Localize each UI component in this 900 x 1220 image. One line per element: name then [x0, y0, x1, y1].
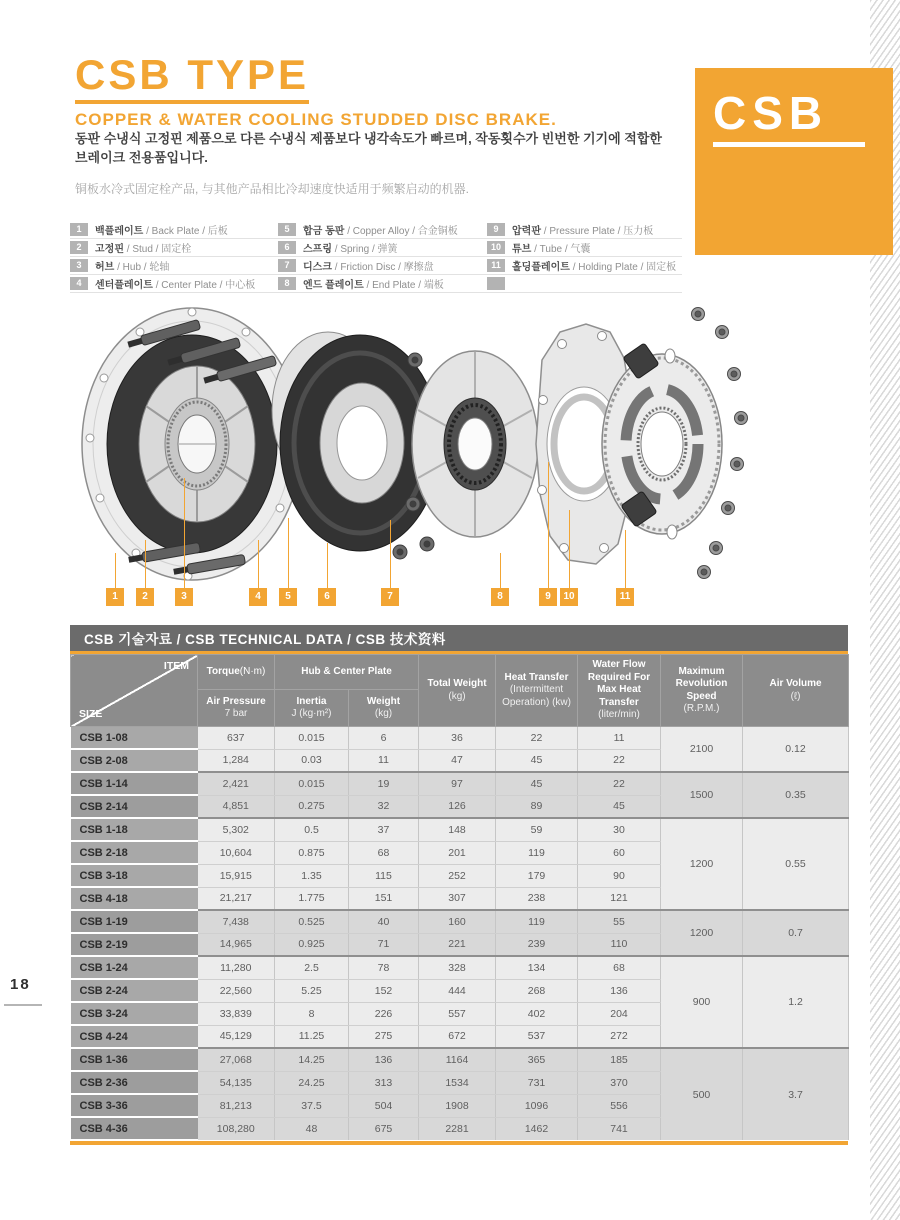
- heat-cell: 537: [496, 1025, 578, 1048]
- size-cell: CSB 2-24: [71, 979, 198, 1002]
- size-cell: CSB 1-14: [71, 772, 198, 795]
- total-weight-cell: 1534: [419, 1071, 496, 1094]
- legend-item-6: [278, 239, 487, 257]
- callout-line-3: [184, 478, 186, 588]
- page-number-underline: [4, 1004, 42, 1006]
- weight-cell: 6: [349, 727, 419, 750]
- description-chinese: 铜板水冷式固定栓产品, 与其他产品相比冷却速度快适用于频繁启动的机器.: [75, 182, 470, 196]
- col-header-max-revolution: Maximum Revolution Speed (R.P.M.): [661, 655, 743, 727]
- legend-label: 합금 동판 / Copper Alloy / 合金铜板: [303, 226, 458, 237]
- callout-number-5: 5: [279, 588, 297, 606]
- callout-line-5: [288, 518, 290, 588]
- legend-column-3: [487, 221, 682, 293]
- heat-cell: 731: [496, 1071, 578, 1094]
- inertia-cell: 0.525: [275, 910, 349, 933]
- legend-number-badge: 3: [70, 259, 88, 272]
- size-cell: CSB 4-36: [71, 1117, 198, 1140]
- size-cell: CSB 1-08: [71, 727, 198, 750]
- legend-label: 엔드 플레이트 / End Plate / 端板: [303, 280, 444, 291]
- water-cell: 45: [578, 795, 661, 818]
- water-cell: 22: [578, 749, 661, 772]
- water-cell: 272: [578, 1025, 661, 1048]
- legend-item-empty: [487, 275, 682, 293]
- torque-cell: 11,280: [198, 956, 275, 979]
- air-volume-cell: 0.7: [743, 910, 849, 956]
- callout-number-7: 7: [381, 588, 399, 606]
- torque-cell: 4,851: [198, 795, 275, 818]
- weight-cell: 19: [349, 772, 419, 795]
- size-cell: CSB 4-24: [71, 1025, 198, 1048]
- torque-cell: 45,129: [198, 1025, 275, 1048]
- legend-item-3: [70, 257, 278, 275]
- legend-number-badge: 7: [278, 259, 296, 272]
- legend-item-10: [487, 239, 682, 257]
- callout-number-9: 9: [539, 588, 557, 606]
- exploded-view-svg: [70, 298, 770, 590]
- air-volume-cell: 0.55: [743, 818, 849, 910]
- legend-number-badge: 11: [487, 259, 505, 272]
- callout-number-2: 2: [136, 588, 154, 606]
- table-row-csb-1-08: [71, 727, 849, 750]
- size-cell: CSB 2-14: [71, 795, 198, 818]
- heat-cell: 134: [496, 956, 578, 979]
- total-weight-cell: 36: [419, 727, 496, 750]
- weight-cell: 68: [349, 841, 419, 864]
- legend-item-4: [70, 275, 278, 293]
- heat-cell: 119: [496, 910, 578, 933]
- callout-number-10: 10: [560, 588, 578, 606]
- csb-badge-label: CSB: [713, 87, 829, 139]
- total-weight-cell: 307: [419, 887, 496, 910]
- heat-cell: 45: [496, 749, 578, 772]
- size-cell: CSB 2-08: [71, 749, 198, 772]
- weight-cell: 675: [349, 1117, 419, 1140]
- heat-cell: 238: [496, 887, 578, 910]
- legend-number-badge: 9: [487, 223, 505, 236]
- air-volume-cell: 0.35: [743, 772, 849, 818]
- torque-cell: 10,604: [198, 841, 275, 864]
- air-volume-cell: 0.12: [743, 727, 849, 773]
- total-weight-cell: 160: [419, 910, 496, 933]
- legend-item-8: [278, 275, 487, 293]
- friction-disc-part: [412, 351, 538, 537]
- size-cell: CSB 3-18: [71, 864, 198, 887]
- inertia-cell: 0.03: [275, 749, 349, 772]
- inertia-cell: 1.775: [275, 887, 349, 910]
- heat-cell: 365: [496, 1048, 578, 1071]
- legend-label: 고정핀 / Stud / 固定栓: [95, 244, 192, 255]
- inertia-cell: 14.25: [275, 1048, 349, 1071]
- size-cell: CSB 2-19: [71, 933, 198, 956]
- inertia-cell: 0.875: [275, 841, 349, 864]
- callout-line-10: [569, 510, 571, 588]
- size-cell: CSB 1-24: [71, 956, 198, 979]
- water-cell: 60: [578, 841, 661, 864]
- legend-number-badge: 5: [278, 223, 296, 236]
- weight-cell: 275: [349, 1025, 419, 1048]
- weight-cell: 152: [349, 979, 419, 1002]
- legend-number-badge: 8: [278, 277, 296, 290]
- col-header-water-flow: Water Flow Required For Max Heat Transfer (liter/min): [578, 655, 661, 727]
- air-volume-cell: 3.7: [743, 1048, 849, 1140]
- callout-number-8: 8: [491, 588, 509, 606]
- table-title-bar: CSB 기술자료 / CSB TECHNICAL DATA / CSB 技术资料: [70, 625, 848, 654]
- inertia-cell: 1.35: [275, 864, 349, 887]
- torque-cell: 5,302: [198, 818, 275, 841]
- weight-cell: 504: [349, 1094, 419, 1117]
- legend-item-11: [487, 257, 682, 275]
- callout-line-2: [145, 540, 147, 588]
- torque-cell: 15,915: [198, 864, 275, 887]
- torque-cell: 1,284: [198, 749, 275, 772]
- water-cell: 22: [578, 772, 661, 795]
- total-weight-cell: 1164: [419, 1048, 496, 1071]
- callout-line-8: [500, 553, 502, 588]
- corner-size-item-cell: [71, 655, 198, 727]
- total-weight-cell: 328: [419, 956, 496, 979]
- legend-number-badge: 10: [487, 241, 505, 254]
- size-cell: CSB 2-36: [71, 1071, 198, 1094]
- size-cell: CSB 4-18: [71, 887, 198, 910]
- torque-cell: 81,213: [198, 1094, 275, 1117]
- water-cell: 741: [578, 1117, 661, 1140]
- size-cell: CSB 3-24: [71, 1002, 198, 1025]
- water-cell: 136: [578, 979, 661, 1002]
- inertia-cell: 11.25: [275, 1025, 349, 1048]
- size-cell: CSB 2-18: [71, 841, 198, 864]
- legend-item-5: [278, 221, 487, 239]
- technical-data-section: [70, 625, 848, 1145]
- corner-size-label: SIZE: [79, 707, 103, 720]
- water-cell: 90: [578, 864, 661, 887]
- heat-cell: 59: [496, 818, 578, 841]
- callout-line-4: [258, 540, 260, 588]
- col-header-total-weight: Total Weight (kg): [419, 655, 496, 727]
- total-weight-cell: 2281: [419, 1117, 496, 1140]
- legend-item-7: [278, 257, 487, 275]
- legend-label: 압력판 / Pressure Plate / 压力板: [512, 226, 654, 237]
- heat-cell: 1462: [496, 1117, 578, 1140]
- water-cell: 11: [578, 727, 661, 750]
- legend-label: 허브 / Hub / 轮轴: [95, 262, 170, 273]
- callout-number-3: 3: [175, 588, 193, 606]
- total-weight-cell: 126: [419, 795, 496, 818]
- max-revolution-cell: 500: [661, 1048, 743, 1140]
- legend-item-9: [487, 221, 682, 239]
- max-revolution-cell: 1200: [661, 910, 743, 956]
- total-weight-cell: 47: [419, 749, 496, 772]
- csb-badge: [695, 68, 893, 255]
- weight-cell: 71: [349, 933, 419, 956]
- inertia-cell: 0.015: [275, 772, 349, 795]
- size-cell: CSB 1-19: [71, 910, 198, 933]
- water-cell: 68: [578, 956, 661, 979]
- inertia-cell: 24.25: [275, 1071, 349, 1094]
- callout-number-4: 4: [249, 588, 267, 606]
- weight-cell: 313: [349, 1071, 419, 1094]
- page-title: CSB TYPE: [75, 52, 309, 104]
- legend-item-1: [70, 221, 278, 239]
- col-header-hub-center-plate: Hub & Center Plate: [275, 655, 419, 690]
- total-weight-cell: 444: [419, 979, 496, 1002]
- col-header-air-volume: Air Volume (ℓ): [743, 655, 849, 727]
- corner-item-label: ITEM: [163, 660, 189, 672]
- max-revolution-cell: 900: [661, 956, 743, 1048]
- water-cell: 185: [578, 1048, 661, 1071]
- weight-cell: 136: [349, 1048, 419, 1071]
- total-weight-cell: 221: [419, 933, 496, 956]
- heat-cell: 89: [496, 795, 578, 818]
- water-cell: 55: [578, 910, 661, 933]
- torque-cell: 33,839: [198, 1002, 275, 1025]
- torque-cell: 27,068: [198, 1048, 275, 1071]
- col-header-weight: Weight (kg): [349, 690, 419, 727]
- table-row-csb-1-14: [71, 772, 849, 795]
- torque-cell: 7,438: [198, 910, 275, 933]
- weight-cell: 32: [349, 795, 419, 818]
- total-weight-cell: 672: [419, 1025, 496, 1048]
- callout-line-11: [625, 530, 627, 588]
- inertia-cell: 0.275: [275, 795, 349, 818]
- weight-cell: 78: [349, 956, 419, 979]
- inertia-cell: 0.5: [275, 818, 349, 841]
- legend-number-badge: 4: [70, 277, 88, 290]
- parts-legend: [70, 221, 682, 293]
- torque-cell: 2,421: [198, 772, 275, 795]
- water-cell: 110: [578, 933, 661, 956]
- total-weight-cell: 148: [419, 818, 496, 841]
- legend-number-badge: 1: [70, 223, 88, 236]
- legend-number-badge: 2: [70, 241, 88, 254]
- max-revolution-cell: 1500: [661, 772, 743, 818]
- page-subtitle: COPPER & WATER COOLING STUDDED DISC BRAKE.: [75, 110, 557, 129]
- torque-cell: 637: [198, 727, 275, 750]
- table-row-csb-1-36: [71, 1048, 849, 1071]
- torque-cell: 21,217: [198, 887, 275, 910]
- heat-cell: 22: [496, 727, 578, 750]
- legend-label: 센터플레이트 / Center Plate / 中心板: [95, 280, 256, 291]
- table-row-csb-1-24: [71, 956, 849, 979]
- col-header-inertia: Inertia J (kg·m²): [275, 690, 349, 727]
- inertia-cell: 48: [275, 1117, 349, 1140]
- legend-label: 백플레이트 / Back Plate / 后板: [95, 226, 228, 237]
- heat-cell: 179: [496, 864, 578, 887]
- heat-cell: 268: [496, 979, 578, 1002]
- size-cell: CSB 3-36: [71, 1094, 198, 1117]
- water-cell: 121: [578, 887, 661, 910]
- inertia-cell: 8: [275, 1002, 349, 1025]
- description-korean: 동판 수냉식 고정핀 제품으로 다른 수냉식 제품보다 냉각속도가 빠르며, 작동횟수가 빈번한 기기에 적합한 브레이크 전용품입니다.: [75, 131, 662, 165]
- torque-cell: 22,560: [198, 979, 275, 1002]
- legend-label: 스프링 / Spring / 弹簧: [303, 244, 398, 255]
- heat-cell: 239: [496, 933, 578, 956]
- water-cell: 204: [578, 1002, 661, 1025]
- size-cell: CSB 1-18: [71, 818, 198, 841]
- water-cell: 556: [578, 1094, 661, 1117]
- heat-cell: 45: [496, 772, 578, 795]
- legend-label: 홀딩플레이트 / Holding Plate / 固定板: [512, 262, 677, 273]
- col-header-torque: Torque(N·m): [198, 655, 275, 690]
- legend-label: 튜브 / Tube / 气囊: [512, 244, 591, 255]
- legend-label: 디스크 / Friction Disc / 摩擦盘: [303, 262, 434, 273]
- table-row-csb-1-19: [71, 910, 849, 933]
- total-weight-cell: 97: [419, 772, 496, 795]
- back-plate-part: [82, 308, 302, 580]
- legend-column-2: [278, 221, 487, 293]
- technical-data-table: [70, 654, 849, 1141]
- water-cell: 30: [578, 818, 661, 841]
- max-revolution-cell: 1200: [661, 818, 743, 910]
- csb-badge-underline: [713, 142, 865, 147]
- total-weight-cell: 252: [419, 864, 496, 887]
- inertia-cell: 2.5: [275, 956, 349, 979]
- col-header-air-pressure: Air Pressure 7 bar: [198, 690, 275, 727]
- csb-badge-inner: [713, 87, 865, 147]
- heat-cell: 119: [496, 841, 578, 864]
- weight-cell: 151: [349, 887, 419, 910]
- callout-number-11: 11: [616, 588, 634, 606]
- weight-cell: 226: [349, 1002, 419, 1025]
- callout-number-6: 6: [318, 588, 336, 606]
- weight-cell: 11: [349, 749, 419, 772]
- table-row-csb-1-18: [71, 818, 849, 841]
- total-weight-cell: 557: [419, 1002, 496, 1025]
- total-weight-cell: 1908: [419, 1094, 496, 1117]
- inertia-cell: 0.015: [275, 727, 349, 750]
- torque-cell: 108,280: [198, 1117, 275, 1140]
- heat-cell: 402: [496, 1002, 578, 1025]
- callout-line-7: [390, 520, 392, 588]
- weight-cell: 37: [349, 818, 419, 841]
- weight-cell: 40: [349, 910, 419, 933]
- callout-line-1: [115, 553, 117, 588]
- legend-item-2: [70, 239, 278, 257]
- torque-cell: 54,135: [198, 1071, 275, 1094]
- inertia-cell: 0.925: [275, 933, 349, 956]
- total-weight-cell: 201: [419, 841, 496, 864]
- legend-column-1: [70, 221, 278, 293]
- legend-number-badge: 6: [278, 241, 296, 254]
- exploded-view-diagram: [70, 298, 770, 590]
- water-cell: 370: [578, 1071, 661, 1094]
- callout-number-1: 1: [106, 588, 124, 606]
- callout-line-9: [548, 462, 550, 588]
- size-cell: CSB 1-36: [71, 1048, 198, 1071]
- weight-cell: 115: [349, 864, 419, 887]
- heat-cell: 1096: [496, 1094, 578, 1117]
- page-number: 18: [10, 976, 31, 993]
- callout-line-6: [327, 543, 329, 588]
- col-header-heat-transfer: Heat Transfer (Intermittent Operation) (kw): [496, 655, 578, 727]
- inertia-cell: 5.25: [275, 979, 349, 1002]
- legend-number-badge: [487, 277, 505, 290]
- inertia-cell: 37.5: [275, 1094, 349, 1117]
- torque-cell: 14,965: [198, 933, 275, 956]
- max-revolution-cell: 2100: [661, 727, 743, 773]
- air-volume-cell: 1.2: [743, 956, 849, 1048]
